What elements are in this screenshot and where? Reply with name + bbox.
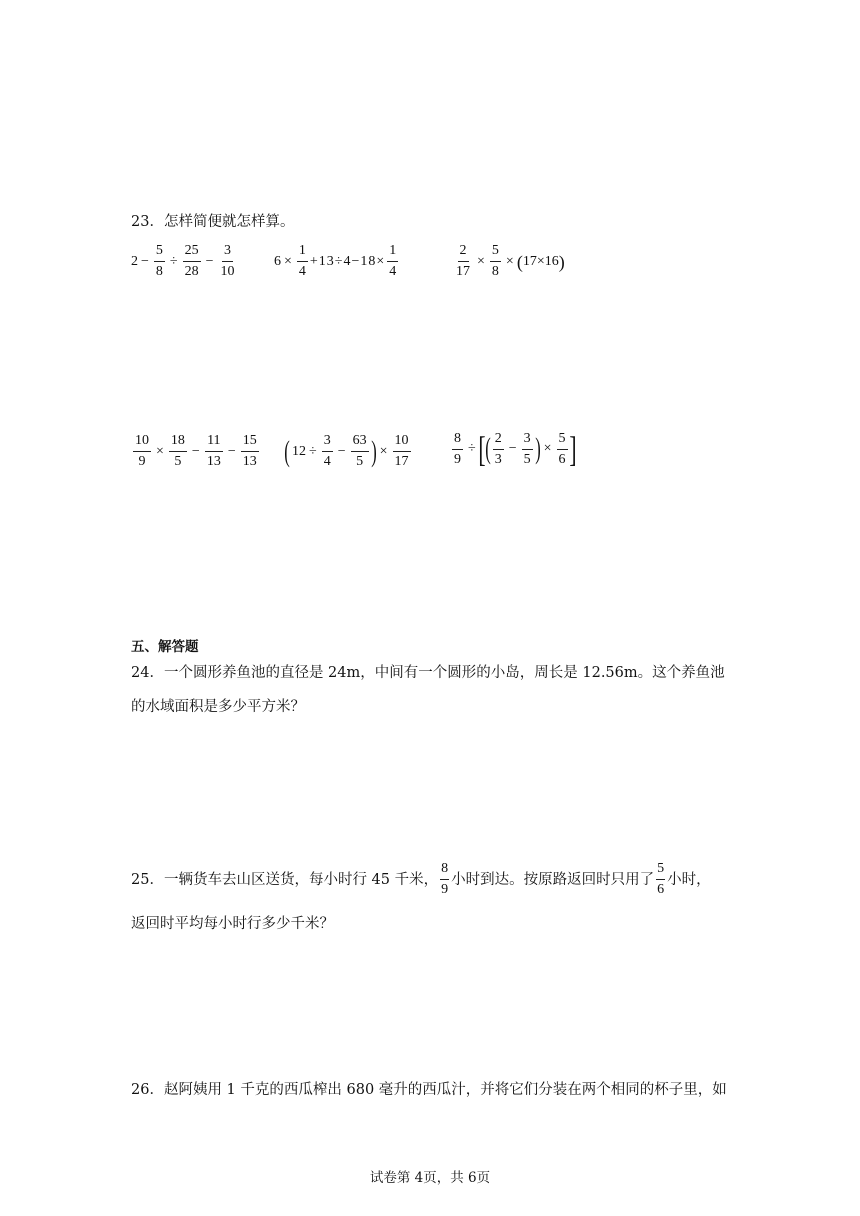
fraction	[205, 434, 223, 469]
left-paren: (	[484, 432, 491, 465]
operator: −	[205, 253, 214, 269]
expression-4	[131, 434, 261, 469]
fraction	[351, 434, 369, 469]
numerator: 1	[387, 244, 398, 262]
operator: ÷	[309, 443, 317, 459]
numerator: 3	[322, 434, 333, 452]
question-25-line-2: 返回时平均每小时行多少千米？	[131, 916, 334, 932]
denominator: 28	[184, 264, 199, 279]
operator: −	[227, 443, 236, 459]
denominator: 5	[174, 454, 182, 469]
fraction	[490, 244, 501, 279]
denominator: 17	[456, 264, 470, 279]
numerator: 8	[440, 862, 449, 880]
denominator: 9	[138, 454, 146, 469]
term: 6	[274, 253, 281, 269]
operator: −	[337, 443, 346, 459]
numerator: 3	[222, 244, 233, 262]
denominator: 8	[155, 264, 163, 279]
operator: ×	[505, 253, 514, 269]
expression-1	[131, 244, 239, 279]
operator: ×	[156, 443, 164, 459]
left-paren: (	[516, 251, 523, 272]
expression-5	[284, 434, 413, 469]
fraction	[440, 862, 449, 897]
right-bracket: ]	[568, 429, 577, 469]
question-25-line-1	[131, 862, 711, 897]
denominator: 4	[323, 454, 331, 469]
denominator: 4	[389, 264, 397, 279]
numerator: 18	[169, 434, 187, 452]
numerator: 5	[557, 432, 568, 450]
denominator: 3	[494, 451, 502, 467]
fraction	[183, 244, 201, 279]
question-26-line-1: 26．赵阿姨用 1 千克的西瓜榨出 680 毫升的西瓜汁，并将它们分装在两个相同的杯子里，如	[131, 1082, 727, 1098]
fraction	[219, 244, 237, 279]
question-text: 小时到达。按原路返回时只用了	[451, 871, 655, 888]
fraction	[154, 244, 165, 279]
numerator: 25	[183, 244, 201, 262]
question-24-line-1: 24．一个圆形养鱼池的直径是 24m，中间有一个圆形的小岛，周长是 12.56m。这个养鱼池	[131, 665, 725, 681]
numerator: 10	[393, 434, 411, 452]
denominator: 9	[454, 451, 461, 467]
numerator: 63	[351, 434, 369, 452]
operator: ×	[379, 443, 388, 459]
denominator: 17	[394, 454, 409, 469]
numerator: 5	[656, 862, 665, 880]
left-bracket: [	[478, 429, 486, 469]
denominator: 6	[657, 882, 665, 897]
fraction	[387, 244, 398, 279]
numerator: 11	[205, 434, 222, 452]
operator: ×	[477, 253, 485, 269]
operator: ÷	[468, 441, 476, 456]
term: 12	[292, 443, 306, 459]
fraction	[452, 432, 463, 467]
fraction	[241, 434, 259, 469]
numerator: 2	[493, 432, 504, 450]
right-paren: )	[534, 432, 541, 465]
right-paren: )	[370, 434, 377, 468]
fraction	[656, 862, 665, 897]
operator: −	[141, 253, 149, 269]
right-paren: )	[558, 251, 565, 272]
operator: ×	[543, 441, 552, 456]
expression-3	[452, 244, 565, 279]
left-paren: (	[284, 434, 290, 468]
numerator: 5	[490, 244, 501, 262]
fraction	[454, 244, 472, 279]
fraction	[297, 244, 308, 279]
term: 17×16	[522, 253, 559, 269]
fraction	[522, 432, 533, 467]
fraction	[322, 434, 333, 469]
question-23-title: 23．怎样简便就怎样算。	[131, 214, 295, 230]
page-footer: 试卷第 4页，共 6页	[369, 1170, 491, 1186]
numerator: 5	[154, 244, 165, 262]
numerator: 2	[458, 244, 469, 262]
operator: −	[508, 441, 517, 456]
numerator: 8	[452, 432, 463, 450]
denominator: 13	[242, 454, 257, 469]
denominator: 10	[220, 264, 235, 279]
operator: ÷	[169, 253, 178, 269]
question-text: 小时，	[667, 871, 711, 888]
fraction	[557, 432, 568, 467]
fraction	[493, 432, 504, 467]
term: +13÷4−18×	[309, 253, 386, 269]
fraction	[393, 434, 411, 469]
denominator: 4	[298, 264, 306, 279]
question-24-line-2: 的水域面积是多少平方米？	[131, 699, 305, 715]
term: 2	[131, 253, 138, 269]
denominator: 6	[558, 451, 566, 467]
expression-2	[274, 244, 400, 279]
operator: −	[191, 443, 200, 459]
question-text: 25．一辆货车去山区送货，每小时行 45 千米，	[131, 871, 439, 888]
denominator: 13	[206, 454, 221, 469]
expression-6	[450, 431, 576, 467]
section-heading: 五、解答题	[131, 639, 199, 655]
fraction	[169, 434, 187, 469]
operator: ×	[284, 253, 292, 269]
numerator: 15	[241, 434, 259, 452]
denominator: 5	[356, 454, 364, 469]
numerator: 10	[133, 434, 151, 452]
denominator: 8	[491, 264, 499, 279]
numerator: 3	[522, 432, 533, 450]
denominator: 5	[523, 451, 531, 467]
denominator: 9	[441, 882, 449, 897]
fraction	[133, 434, 151, 469]
numerator: 1	[297, 244, 308, 262]
